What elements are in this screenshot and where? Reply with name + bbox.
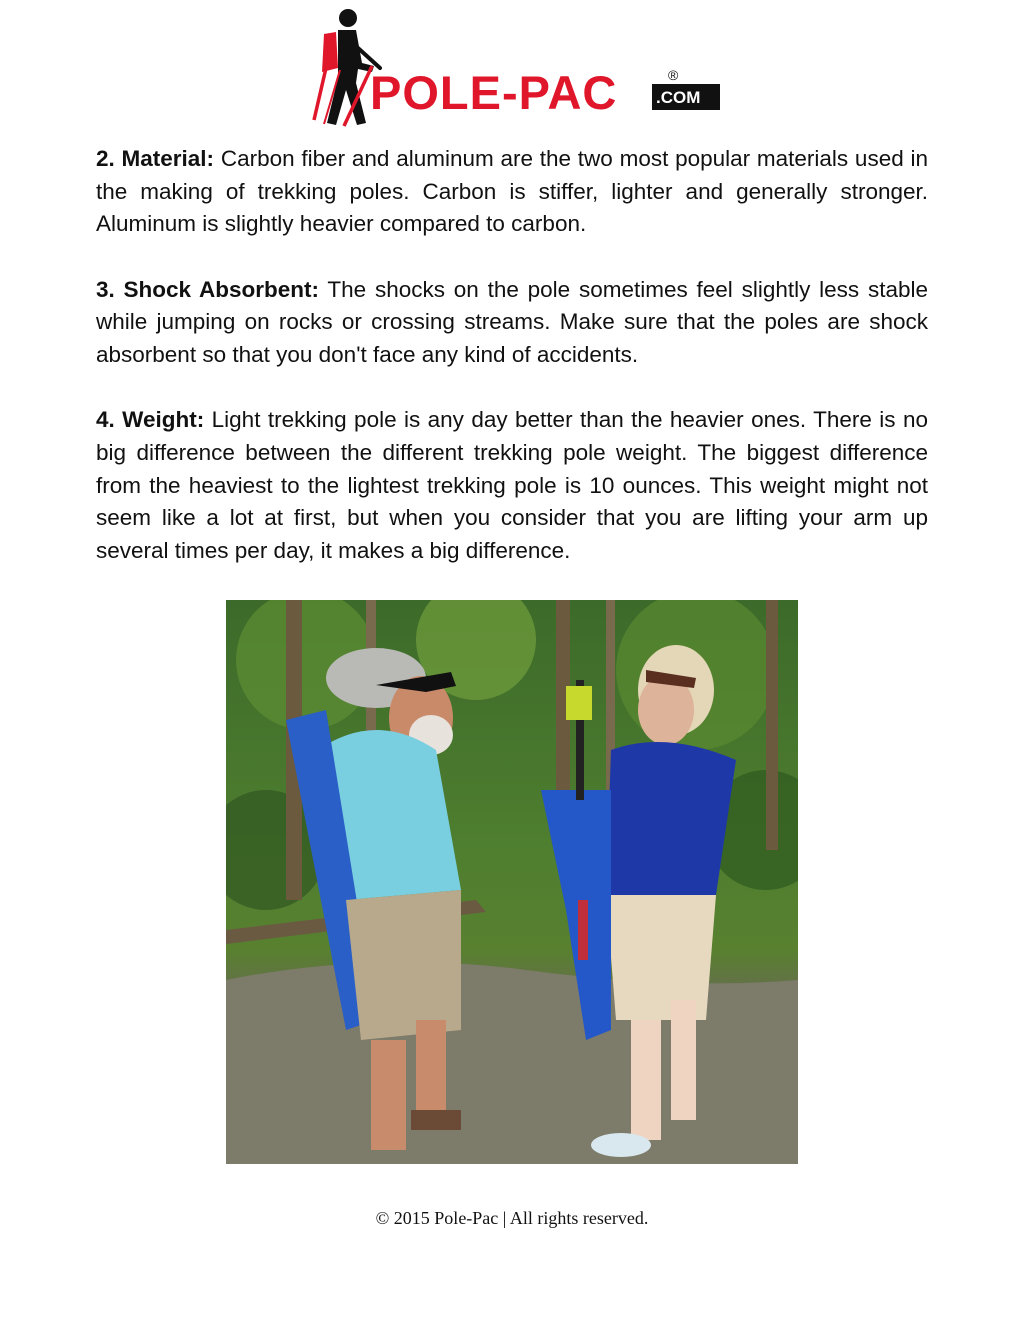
paragraph-material xyxy=(96,143,928,241)
hiker-logo-icon xyxy=(300,8,730,130)
paragraph-shock-absorbent xyxy=(96,274,928,372)
registered-mark: ® xyxy=(668,67,679,83)
paragraph-heading: 2. Material: xyxy=(96,146,215,171)
copyright-footer: © 2015 Pole-Pac | All rights reserved. xyxy=(375,1208,649,1228)
paragraph-weight xyxy=(96,404,928,568)
hikers-photo xyxy=(226,600,798,1164)
paragraph-body: The shocks on the pole sometimes feel slightly less stable while jumping on rocks or crossing streams. Make sure that the poles are shock absorbent so that you don't face any kind of accidents. xyxy=(96,276,928,368)
paragraph-body: Light trekking pole is any day better than the heavier ones. There is no big difference between the different trekking pole weight. The biggest difference from the heaviest to the lightest trekking pole is 10 ounces. This weight might not seem like a lot at first, but when you consider that you are lifting your arm up several times per day, it makes a big difference. xyxy=(96,407,928,564)
article-content xyxy=(96,143,928,600)
pole-pac-logo xyxy=(300,8,730,130)
logo-text: POLE-PAC xyxy=(370,66,618,119)
paragraph-heading: 3. Shock Absorbent: xyxy=(96,276,320,302)
paragraph-body: Carbon fiber and aluminum are the two most popular materials used in the making of trekking poles. Carbon is stiffer, lighter and generally stronger. Aluminum is slightly heavier compared to carbon. xyxy=(96,146,928,237)
logo-suffix: .COM xyxy=(656,88,701,107)
paragraph-heading: 4. Weight: xyxy=(96,407,205,433)
